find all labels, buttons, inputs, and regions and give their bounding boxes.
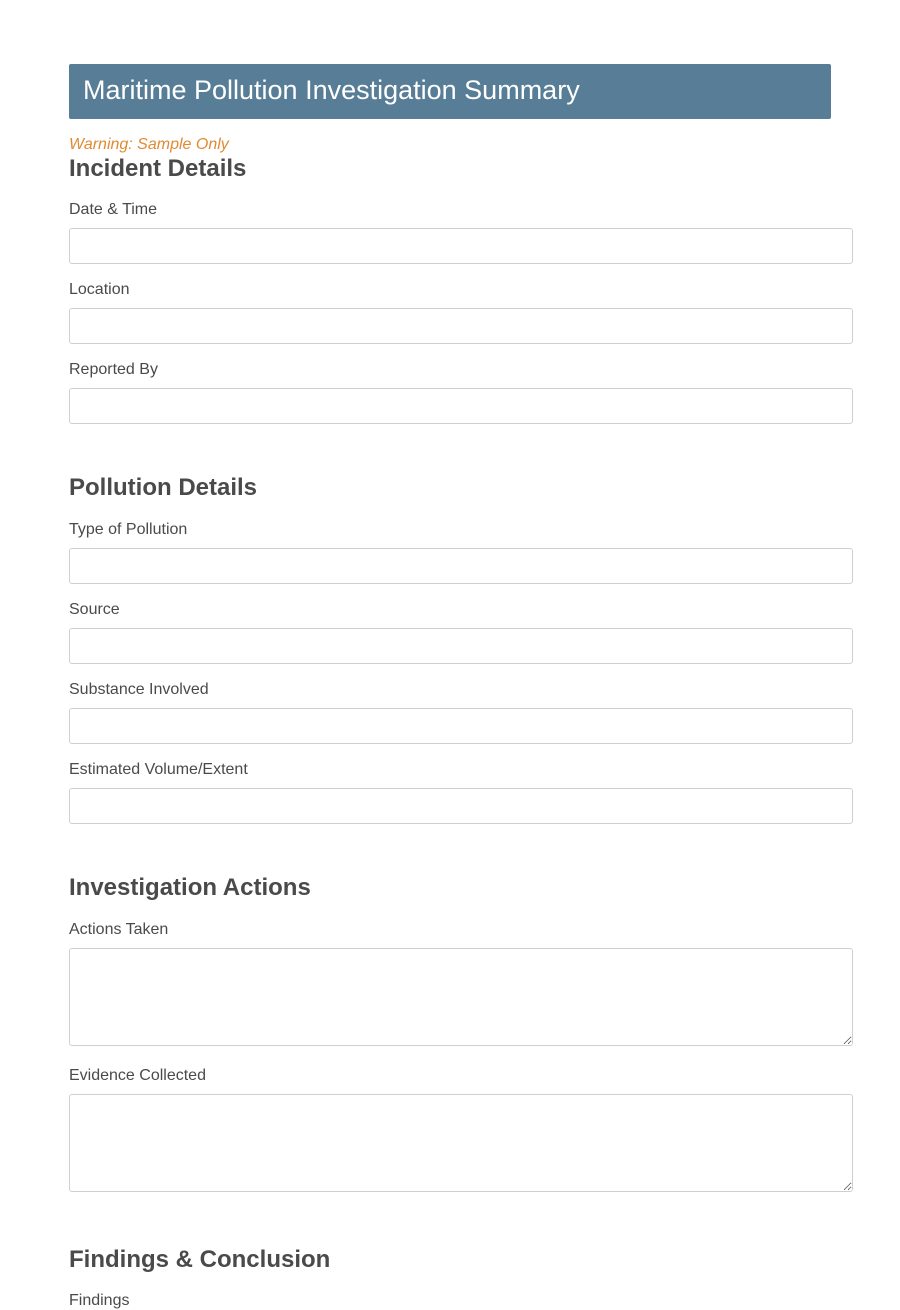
source-input[interactable] — [69, 628, 853, 664]
page-title: Maritime Pollution Investigation Summary — [83, 75, 580, 105]
sample-warning: Warning: Sample Only — [69, 136, 229, 153]
location-label: Location — [69, 281, 130, 298]
volume-label: Estimated Volume/Extent — [69, 761, 248, 778]
findings-label: Findings — [69, 1292, 130, 1309]
pollution-type-input[interactable] — [69, 548, 853, 584]
actions-taken-textarea[interactable] — [69, 948, 853, 1046]
volume-input[interactable] — [69, 788, 853, 824]
source-label: Source — [69, 601, 120, 618]
substance-input[interactable] — [69, 708, 853, 744]
section-title-pollution-details: Pollution Details — [69, 474, 258, 501]
section-title-incident-details: Incident Details — [69, 155, 247, 182]
evidence-collected-label: Evidence Collected — [69, 1067, 206, 1084]
location-input[interactable] — [69, 308, 853, 344]
reported-by-label: Reported By — [69, 361, 158, 378]
evidence-collected-textarea[interactable] — [69, 1094, 853, 1192]
actions-taken-label: Actions Taken — [69, 921, 169, 938]
section-title-investigation-actions: Investigation Actions — [69, 874, 311, 901]
pollution-type-label: Type of Pollution — [69, 521, 188, 538]
date-time-input[interactable] — [69, 228, 853, 264]
section-title-findings-conclusion: Findings & Conclusion — [69, 1246, 331, 1273]
date-time-label: Date & Time — [69, 201, 158, 218]
header-bar — [69, 64, 831, 119]
reported-by-input[interactable] — [69, 388, 853, 424]
substance-label: Substance Involved — [69, 681, 209, 698]
